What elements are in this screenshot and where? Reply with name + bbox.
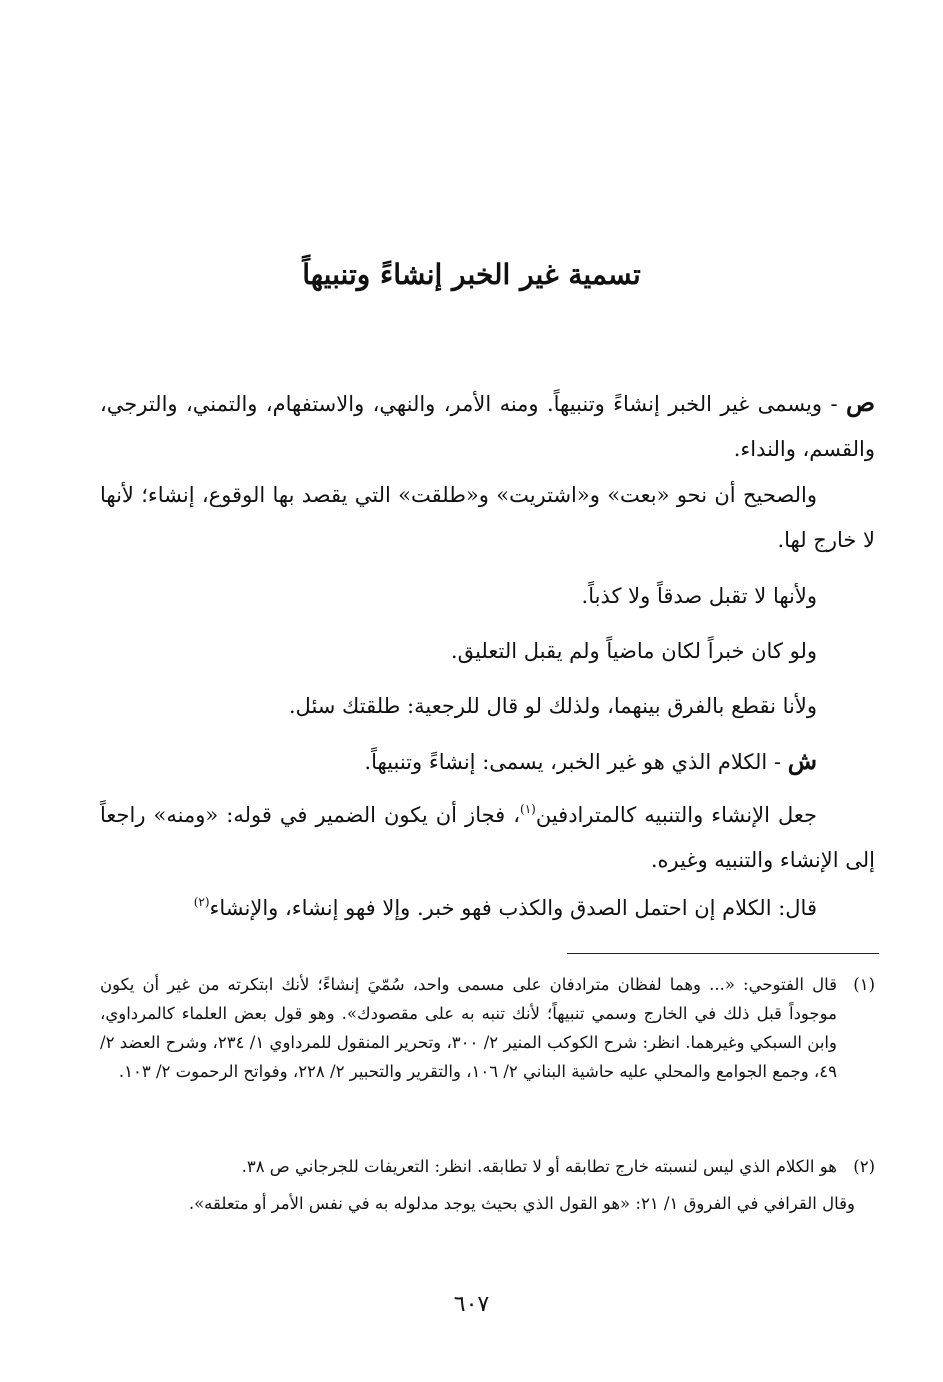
paragraph-definition: [100, 886, 875, 931]
footnote-number: (٢): [853, 1157, 875, 1176]
footnote-1: [100, 970, 875, 1086]
footnote-number: (١): [853, 975, 875, 994]
paragraph-text: جعل الإنشاء والتنبيه كالمترادفين: [535, 803, 817, 827]
footnote-separator: [567, 953, 879, 954]
page-number: ٦٠٧: [453, 1292, 490, 1317]
shin-marker: ش: [787, 746, 817, 775]
paragraph-correct-view: والصحيح أن نحو «بعت» و«اشتريت» و«طلقت» التي يقصد بها الوقوع، إنشاء؛ لأنها لا خارج لها.: [100, 483, 875, 552]
paragraph-text: - الكلام الذي هو غير الخبر، يسمى: إنشاءً وتنبيهاً.: [364, 750, 782, 774]
footnote-ref-2[interactable]: (٢): [193, 895, 210, 909]
footnote-text: قال الفتوحي: «... وهما لفظان مترادفان على مسمى واحد، سُمّيَ إنشاءً؛ لأنك ابتكرته من غير أن يكون موجوداً قبل ذلك في الخارج وسمي تنبيهاً؛ لأنك تنبه به على مقصودك». وهو قول بعض العلماء كالمرداوي، وابن السبكي وغيرهما. انظر: شرح الكوكب المنير ٢/ ٣٠٠، وتحرير المنقول للمرداوي ١/ ٢٣٤، وشرح العضد ٢/ ٤٩، وجمع الجوامع والمحلي عليه حاشية البناني ٢/ ١٠٦، والتقرير والتحبير ٢/ ٢٢٨، وفواتح الرحموت ٢/ ١٠٣.: [100, 975, 837, 1081]
footnote-2: [100, 1152, 875, 1181]
footnote-2-continuation: وقال القرافي في الفروق ١/ ٢١: «هو القول الذي بحيث يوجد مدلوله به في نفس الأمر أو متعلقه».: [188, 1194, 855, 1213]
footnote-ref-1[interactable]: (١): [520, 802, 536, 816]
paragraph-text: ، فجاز أن يكون الضمير في قوله: «ومنه» راجعاً إلى الإنشاء والتنبيه وغيره.: [100, 803, 875, 872]
footnote-text: هو الكلام الذي ليس لنسبته خارج تطابقه أو لا تطابقه. انظر: التعريفات للجرجاني ص ٣٨.: [241, 1157, 837, 1176]
paragraph-past-tense: ولو كان خبراً لكان ماضياً ولم يقبل التعليق.: [450, 639, 817, 663]
paragraph-text: - ويسمى غير الخبر إنشاءً وتنبيهاً. ومنه الأمر، والنهي، والاستفهام، والتمني، والترجي، والقسم، والنداء.: [100, 392, 875, 461]
sad-marker: ص: [845, 388, 875, 417]
paragraph-synonyms: [100, 793, 875, 883]
paragraph-no-truth: ولأنها لا تقبل صدقاً ولا كذباً.: [581, 584, 817, 608]
page-title: تسمية غير الخبر إنشاءً وتنبيهاً: [302, 258, 641, 291]
paragraph-shin: [100, 738, 875, 785]
paragraph-distinction: ولأنا نقطع بالفرق بينهما، ولذلك لو قال للرجعية: طلقتك سئل.: [288, 694, 817, 718]
paragraph-sad: [100, 380, 875, 472]
paragraph-text: قال: الكلام إن احتمل الصدق والكذب فهو خبر. وإلا فهو إنشاء، والإنشاء: [209, 896, 817, 920]
